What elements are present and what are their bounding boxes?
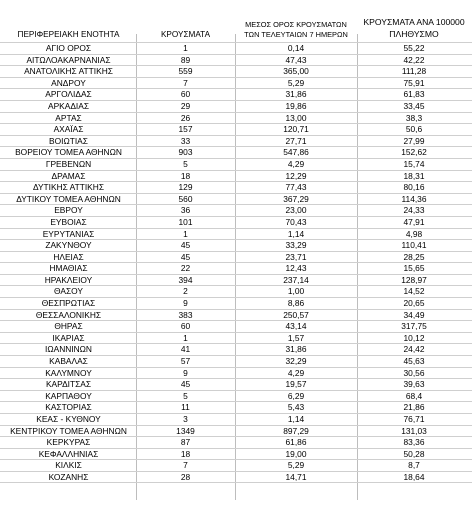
per100k-cell: 4,98 [405,228,423,239]
cases-cell: 7 [183,460,188,471]
table-row [0,378,472,390]
region-cell: ΚΑΒΑΛΑΣ [49,356,88,367]
cases-cell: 3 [183,414,188,424]
avg7-cell: 4,29 [287,158,305,169]
per100k-cell: 21,86 [403,402,425,413]
per100k-cell: 34,49 [403,309,425,320]
table-row [0,42,472,54]
per100k-cell: 76,71 [403,414,425,424]
region-cell: ΘΕΣΠΡΩΤΙΑΣ [41,298,96,309]
avg7-cell: 19,57 [285,379,307,390]
avg7-cell: 120,71 [283,124,309,135]
table-row [0,274,472,286]
region-cell: ΑΡΤΑΣ [55,112,82,123]
cases-cell: 1349 [176,425,195,436]
per100k-cell: 80,16 [403,182,425,193]
table-row [0,239,472,251]
avg7-cell: 31,86 [285,344,307,355]
avg7-cell: 12,29 [285,170,307,181]
region-cell: ΑΝΑΤΟΛΙΚΗΣ ΑΤΤΙΚΗΣ [24,66,113,77]
cases-cell: 2 [183,286,188,297]
cases-cell: 26 [180,112,191,123]
table-row [0,158,472,170]
region-cell: ΑΙΤΩΛΟΑΚΑΡΝΑΝΙΑΣ [26,54,111,65]
region-cell: ΔΥΤΙΚΟΥ ΤΟΜΕΑ ΑΘΗΝΩΝ [16,193,121,204]
cases-cell: 60 [180,89,191,100]
avg7-cell: 1,14 [287,228,305,239]
avg7-cell: 1,57 [287,332,305,343]
per100k-cell: 83,36 [403,437,425,448]
region-cell: ΚΑΛΥΜΝΟΥ [45,367,92,378]
region-cell: ΚΕΦΑΛΛΗΝΙΑΣ [38,448,99,459]
avg7-cell: 237,14 [283,274,309,285]
per100k-cell: 61,83 [403,89,425,100]
table-row [0,193,472,205]
avg7-cell: 32,29 [285,356,307,367]
avg7-cell: 33,29 [285,240,307,251]
cases-cell: 18 [180,448,191,459]
table-row [0,355,472,367]
table-row [0,65,472,77]
cases-cell: 45 [180,251,191,262]
region-cell: ΚΟΖΑΝΗΣ [48,471,89,482]
table-row [0,390,472,402]
region-cell: ΒΟΙΩΤΙΑΣ [49,135,88,146]
per100k-cell: 18,64 [403,471,425,482]
table-row [0,170,472,182]
region-cell: ΚΑΡΔΙΤΣΑΣ [45,379,92,390]
header-region: ΠΕΡΙΦΕΡΕΙΑΚΗ ΕΝΟΤΗΤΑ [17,30,120,39]
avg7-cell: 4,29 [287,367,305,378]
region-cell: ΚΕΑΣ - ΚΥΘΝΟΥ [36,414,101,424]
per100k-cell: 45,63 [403,356,425,367]
per100k-cell: 128,97 [401,274,427,285]
cases-cell: 903 [178,147,193,158]
header-avg-line2: ΤΩΝ ΤΕΛΕΥΤΑΙΩΝ 7 ΗΜΕΡΩΝ [244,30,348,39]
cases-cell: 129 [178,182,193,193]
region-cell: ΓΡΕΒΕΝΩΝ [45,158,92,169]
cases-cell: 7 [183,77,188,88]
cases-cell: 101 [178,216,193,227]
table-row [0,88,472,100]
table-row [0,343,472,355]
cases-cell: 33 [180,135,191,146]
per100k-cell: 33,45 [403,100,425,111]
avg7-cell: 43,14 [285,321,307,332]
header-avg-line1: ΜΕΣΟΣ ΟΡΟΣ ΚΡΟΥΣΜΑΤΩΝ [245,20,347,29]
avg7-cell: 31,86 [285,89,307,100]
avg7-cell: 1,00 [287,286,305,297]
region-cell: ΑΡΓΟΛΙΔΑΣ [45,89,92,100]
region-cell: ΙΚΑΡΙΑΣ [52,332,85,343]
table-row [0,77,472,89]
region-cell: ΙΩΑΝΝΙΝΩΝ [45,344,92,355]
per100k-cell: 42,22 [403,54,425,65]
cases-cell: 41 [180,344,191,355]
cases-cell: 22 [180,263,191,274]
table-row [0,367,472,379]
avg7-cell: 367,29 [283,193,309,204]
table-row [0,471,472,483]
avg7-cell: 70,43 [285,216,307,227]
cases-cell: 9 [183,367,188,378]
per100k-cell: 30,56 [403,367,425,378]
region-cell: ΕΥΡΥΤΑΝΙΑΣ [42,228,95,239]
cases-cell: 11 [181,402,190,413]
table-row [0,413,472,425]
avg7-cell: 365,00 [283,66,309,77]
region-cell: ΗΡΑΚΛΕΙΟΥ [44,274,93,285]
table-row [0,54,472,66]
per100k-cell: 15,65 [403,263,425,274]
avg7-cell: 0,14 [287,43,305,53]
per100k-cell: 15,74 [403,158,425,169]
per100k-cell: 27,99 [403,135,425,146]
region-cell: ΑΓΙΟ ΟΡΟΣ [45,43,92,53]
region-cell: ΚΕΡΚΥΡΑΣ [46,437,91,448]
per100k-cell: 10,12 [403,332,425,343]
table-row [0,309,472,321]
cases-cell: 60 [180,321,191,332]
table-row [0,251,472,263]
cases-cell: 1 [183,228,188,239]
per100k-cell: 75,91 [403,77,425,88]
region-cell: ΚΑΡΠΑΘΟΥ [45,390,92,401]
avg7-cell: 8,86 [287,298,305,309]
avg7-cell: 5,29 [287,460,305,471]
avg7-cell: 14,71 [285,471,307,482]
region-cell: ΘΑΣΟΥ [54,286,83,297]
cases-cell: 5 [183,390,188,401]
avg7-cell: 77,43 [285,182,307,193]
table-row [0,459,472,471]
avg7-cell: 5,29 [287,77,305,88]
cases-cell: 1 [183,43,188,53]
per100k-cell: 317,75 [401,321,427,332]
table-row [0,204,472,216]
region-cell: ΑΡΚΑΔΙΑΣ [47,100,90,111]
avg7-cell: 6,29 [287,390,305,401]
region-cell: ΗΜΑΘΙΑΣ [49,263,88,274]
region-cell: ΖΑΚΥΝΘΟΥ [45,240,92,251]
table-row [0,135,472,147]
per100k-cell: 111,28 [401,66,427,77]
table-row [0,146,472,158]
avg7-cell: 250,57 [283,309,309,320]
cases-cell: 560 [178,193,193,204]
per100k-cell: 152,62 [401,147,427,158]
per100k-cell: 68,4 [405,390,423,401]
per100k-cell: 39,63 [403,379,425,390]
header-per100k-line2: ΠΛΗΘΥΣΜΟ [389,29,439,39]
per100k-cell: 20,65 [403,298,425,309]
avg7-cell: 19,00 [285,448,307,459]
table-row [0,436,472,448]
per100k-cell: 24,33 [403,205,425,216]
table-row [0,100,472,112]
per100k-cell: 38,3 [405,112,423,123]
region-cell: ΗΛΕΙΑΣ [53,251,84,262]
table-body [0,42,472,483]
avg7-cell: 897,29 [283,425,309,436]
region-cell: ΘΗΡΑΣ [54,321,83,332]
table-row [0,262,472,274]
table-row [0,332,472,344]
region-cell: ΔΡΑΜΑΣ [51,170,86,181]
per100k-cell: 131,03 [401,425,427,436]
region-cell: ΕΥΒΟΙΑΣ [50,216,87,227]
avg7-cell: 547,86 [283,147,309,158]
cases-cell: 559 [178,66,193,77]
table-row [0,448,472,460]
cases-cell: 45 [180,379,191,390]
per100k-cell: 50,6 [405,124,423,135]
table-row [0,320,472,332]
table-row [0,228,472,240]
region-cell: ΚΑΣΤΟΡΙΑΣ [45,402,92,413]
per100k-cell: 8,7 [408,460,420,471]
per100k-cell: 24,42 [403,344,425,355]
cases-cell: 28 [180,471,191,482]
avg7-cell: 61,86 [285,437,307,448]
avg7-cell: 1,14 [287,414,305,424]
region-cell: ΔΥΤΙΚΗΣ ΑΤΤΙΚΗΣ [32,182,104,193]
region-cell: ΚΕΝΤΡΙΚΟΥ ΤΟΜΕΑ ΑΘΗΝΩΝ [10,425,127,436]
table-row [0,112,472,124]
table-row [0,181,472,193]
avg7-cell: 27,71 [285,135,307,146]
table-row [0,401,472,413]
cases-cell: 157 [178,124,193,135]
table-row [0,297,472,309]
header-cases: ΚΡΟΥΣΜΑΤΑ [160,30,211,39]
region-cell: ΒΟΡΕΙΟΥ ΤΟΜΕΑ ΑΘΗΝΩΝ [15,147,122,158]
avg7-cell: 23,00 [285,205,307,216]
cases-cell: 29 [180,100,191,111]
avg7-cell: 5,43 [287,402,305,413]
avg7-cell: 12,43 [285,263,307,274]
cases-cell: 89 [180,54,191,65]
cases-cell: 383 [178,309,193,320]
table-row [0,216,472,228]
per100k-cell: 28,25 [403,251,425,262]
per100k-cell: 55,22 [403,43,425,53]
cases-cell: 18 [180,170,191,181]
region-cell: ΑΝΔΡΟΥ [51,77,86,88]
avg7-cell: 13,00 [285,112,307,123]
region-cell: ΘΕΣΣΑΛΟΝΙΚΗΣ [35,309,102,320]
per100k-cell: 50,28 [403,448,425,459]
cases-cell: 5 [183,158,188,169]
region-cell: ΚΙΛΚΙΣ [55,460,82,471]
table-row [0,123,472,135]
per100k-cell: 14,52 [403,286,425,297]
avg7-cell: 47,43 [285,54,307,65]
per100k-cell: 18,31 [403,170,425,181]
avg7-cell: 19,86 [285,100,307,111]
region-cell: ΕΒΡΟΥ [54,205,83,216]
cases-cell: 36 [180,205,191,216]
cases-cell: 57 [180,356,191,367]
cases-cell: 45 [180,240,191,251]
avg7-cell: 23,71 [285,251,307,262]
cases-cell: 87 [180,437,191,448]
cases-cell: 1 [183,332,188,343]
per100k-cell: 110,41 [401,240,427,251]
per100k-cell: 114,36 [401,193,427,204]
table-row [0,425,472,437]
header-per100k-line1: ΚΡΟΥΣΜΑΤΑ ΑΝΑ 100000 [363,17,465,27]
cases-cell: 394 [178,274,193,285]
region-cell: ΑΧΑΪΑΣ [53,124,84,135]
table-row [0,285,472,297]
cases-cell: 9 [183,298,188,309]
per100k-cell: 47,91 [403,216,425,227]
